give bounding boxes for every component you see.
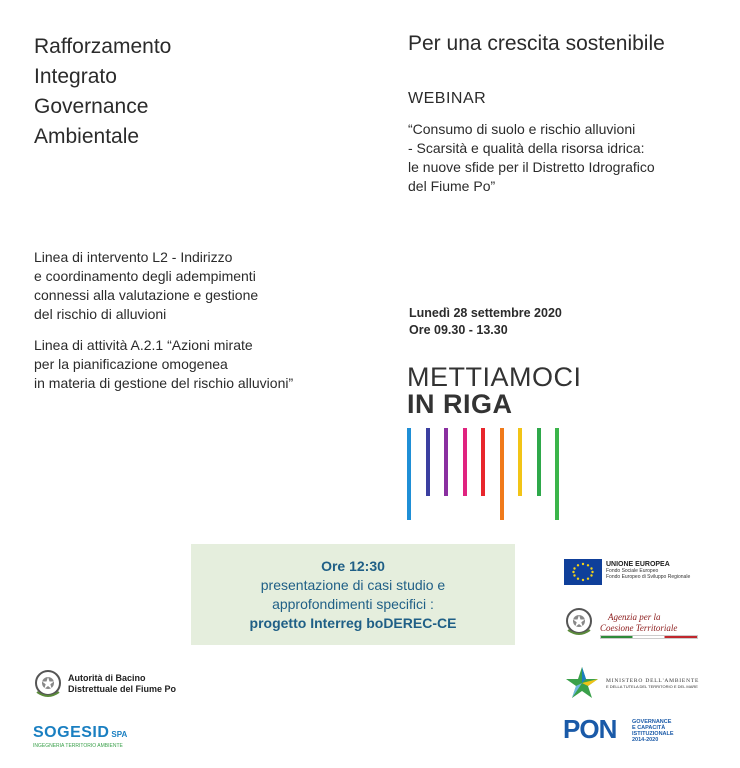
agenzia-line: Agenzia per la [608,612,661,622]
linea-intervento-line: connessi alla valutazione e gestione [34,287,259,303]
highlight-time: Ore 12:30 [321,557,385,574]
ministero-logo-text [606,678,699,690]
pon-line: E CAPACITÀ [632,725,666,731]
linea-intervento-line: Linea di intervento L2 - Indirizzo [34,249,233,265]
webinar-title [408,120,718,196]
barcode-bar [518,428,522,496]
sogesid-spa: SPA [111,730,128,739]
event-datetime [409,305,562,339]
brand-barcode-logo [407,428,567,520]
program-title-line: Governance [34,95,149,118]
barcode-bar [500,428,504,520]
linea-intervento-line: del rischio di alluvioni [34,306,167,322]
agenzia-coesione-logo [600,612,698,639]
barcode-bar [463,428,467,496]
webinar-title-line: “Consumo di suolo e rischio alluvioni [408,121,636,137]
pon-logo: PON [563,714,617,744]
webinar-label: WEBINAR [408,90,487,107]
ministero-line: MINISTERO DELL'AMBIENTE [606,678,700,684]
program-title-line: Ambientale [34,125,140,148]
ministero-line: E DELLA TUTELA DEL TERRITORIO E DEL MARE [606,684,698,689]
sogesid-name: SOGESID [33,724,110,741]
highlight-line: presentazione di casi studio e [260,576,446,593]
eu-fund-line: Fondo Sociale Europeo [606,568,659,574]
webinar-title-line: le nuove sfide per il Distretto Idrografico [408,159,655,175]
barcode-bar [444,428,448,496]
program-title-line: Rafforzamento [34,35,172,58]
agenzia-line: Coesione Territoriale [600,623,678,633]
eu-title: UNIONE EUROPEA [606,561,670,568]
eu-logo-text [606,561,690,580]
highlight-line: approfondimenti specifici : [272,595,434,612]
tricolor-bar [600,635,698,639]
barcode-bar [537,428,541,496]
italian-emblem-icon [33,668,63,700]
webinar-title-line: - Scarsità e qualità della risorsa idrica: [408,140,645,156]
pon-logo-text [632,719,674,743]
event-time: Ore 09.30 - 13.30 [409,323,508,337]
linea-intervento-line: e coordinamento degli adempimenti [34,268,256,284]
linea-description [34,248,374,393]
autorita-bacino-logo [68,673,176,695]
ministero-star-icon [564,665,600,701]
linea-attivita-line: in materia di gestione del rischio alluvioni” [34,375,294,391]
autorita-line: Distrettuale del Fiume Po [68,684,177,694]
linea-attivita-line: Linea di attività A.2.1 “Azioni mirate [34,337,253,353]
pon-line: ISTITUZIONALE [632,731,674,737]
brand-line-2: IN RIGA [407,389,513,419]
program-title-line: Integrato [34,65,117,88]
eu-flag-icon [564,559,602,585]
pon-line: GOVERNANCE [632,719,672,725]
brand-line-1: METTIAMOCI [407,362,582,392]
pon-line: 2014-2020 [632,737,659,743]
barcode-bar [426,428,430,496]
barcode-bar [407,428,411,520]
webinar-title-line: del Fiume Po” [408,178,496,194]
sogesid-tagline: INGEGNERIA TERRITORIO AMBIENTE [33,743,123,749]
paragraph-gap [34,324,374,336]
highlight-box [191,544,515,645]
sogesid-logo [33,724,127,749]
autorita-line: Autorità di Bacino [68,673,146,683]
highlight-project: progetto Interreg boDEREC-CE [249,614,457,631]
program-title [34,32,171,152]
barcode-bar [481,428,485,496]
eu-fund-line: Fondo Europeo di Sviluppo Regionale [606,574,691,580]
linea-attivita-line: per la pianificazione omogenea [34,356,228,372]
barcode-bar [555,428,559,520]
italian-emblem-icon [564,606,594,638]
tagline: Per una crescita sostenibile [408,32,665,55]
event-date: Lunedì 28 settembre 2020 [409,306,562,320]
